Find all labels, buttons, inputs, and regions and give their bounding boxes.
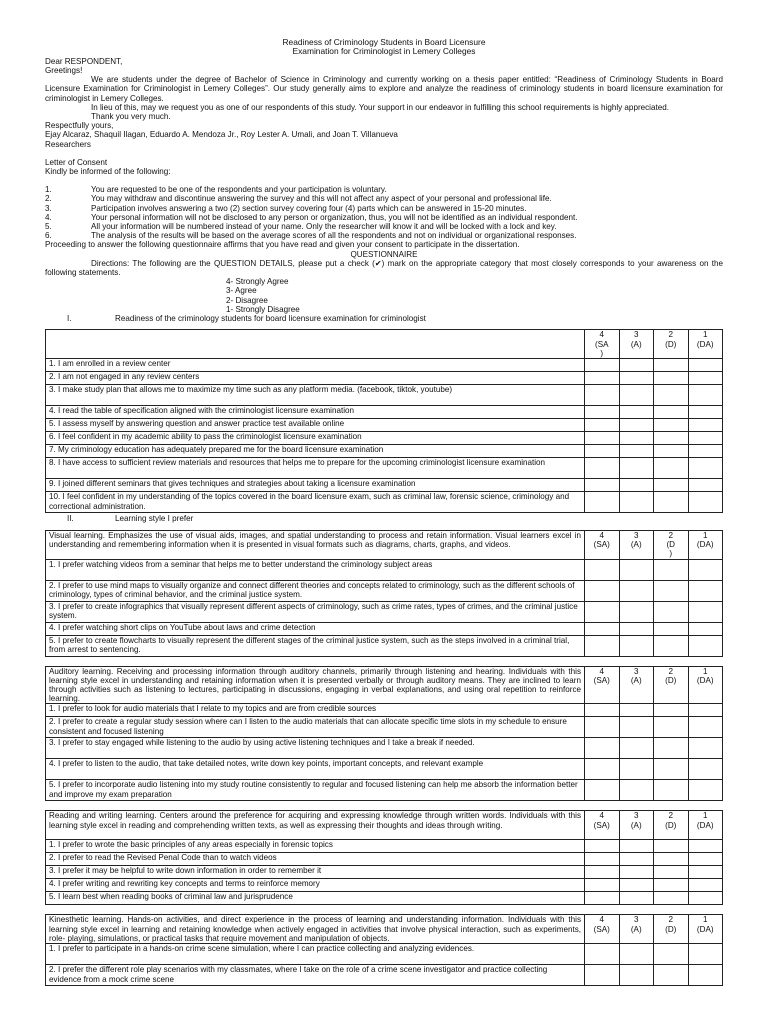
- rating-checkbox-cell[interactable]: [688, 385, 723, 406]
- consent-list: [45, 185, 723, 240]
- statement-cell: 10. I feel confident in my understanding of the topics covered in the board licensure exam, such as criminal law, forensic science, criminology and correctional administration.: [46, 492, 585, 513]
- rating-header: 1 (DA): [688, 330, 723, 359]
- learning-style-tables: [45, 530, 723, 987]
- table-row: [46, 432, 723, 445]
- table-row: [46, 419, 723, 432]
- rating-checkbox-cell[interactable]: [585, 385, 620, 406]
- table-row: [46, 580, 723, 601]
- rating-checkbox-cell[interactable]: [688, 359, 723, 372]
- rating-checkbox-cell[interactable]: [619, 359, 654, 372]
- statement-cell: 1. I prefer to participate in a hands-on crime scene simulation, where I can practice collecting and analyzing evidences.: [46, 944, 585, 965]
- rating-checkbox-cell[interactable]: [585, 892, 620, 905]
- rating-header: 2 (D ): [654, 530, 689, 559]
- consent-item: [45, 213, 723, 222]
- rating-checkbox-cell[interactable]: [688, 406, 723, 419]
- role-line: Researchers: [45, 139, 91, 149]
- scale-legend: [226, 277, 723, 314]
- salutation: Dear RESPONDENT,: [45, 56, 123, 66]
- table-row: [46, 759, 723, 780]
- title-line-2: Examination for Criminologist in Lemery Colleges: [292, 46, 476, 57]
- questionnaire-label: QUESTIONNAIRE: [350, 249, 418, 259]
- consent-item: [45, 222, 723, 231]
- table-row: [46, 635, 723, 656]
- rating-checkbox-cell[interactable]: [654, 385, 689, 406]
- rating-checkbox-cell[interactable]: [688, 840, 723, 853]
- document-title: [45, 38, 723, 57]
- rating-checkbox-cell[interactable]: [654, 892, 689, 905]
- rating-checkbox-cell[interactable]: [619, 965, 654, 986]
- rating-checkbox-cell[interactable]: [619, 406, 654, 419]
- rating-checkbox-cell[interactable]: [585, 635, 620, 656]
- rating-checkbox-cell[interactable]: [585, 492, 620, 513]
- rating-checkbox-cell[interactable]: [654, 879, 689, 892]
- rating-checkbox-cell[interactable]: [619, 780, 654, 801]
- table-row: [46, 840, 723, 853]
- rating-checkbox-cell[interactable]: [654, 359, 689, 372]
- rating-checkbox-cell[interactable]: [585, 372, 620, 385]
- rating-checkbox-cell[interactable]: [688, 445, 723, 458]
- consent-item-number: 3.: [45, 203, 52, 213]
- rating-checkbox-cell[interactable]: [654, 944, 689, 965]
- rating-checkbox-cell[interactable]: [654, 738, 689, 759]
- rating-checkbox-cell[interactable]: [688, 492, 723, 513]
- table-row: [46, 445, 723, 458]
- statement-cell: 2. I prefer the different role play scenarios with my classmates, where I take on the role of a crime scene investigator and practice collecting evidence from a mock crime scene: [46, 965, 585, 986]
- rating-checkbox-cell[interactable]: [619, 738, 654, 759]
- rating-checkbox-cell[interactable]: [585, 359, 620, 372]
- statement-cell: 1. I prefer watching videos from a seminar that helps me to better understand the criminology subject areas: [46, 559, 585, 580]
- rating-header: 3 (A): [619, 530, 654, 559]
- rating-checkbox-cell[interactable]: [585, 944, 620, 965]
- table-row: [46, 780, 723, 801]
- intro-paragraph-2: In lieu of this, may we request you as one of our respondents of this study. Your support in our endeavor in fulfilling this school requirements is highly appreciated.: [91, 102, 669, 112]
- proceed-text: Proceeding to answer the following questionnaire affirms that you have read and given your consent to participate in the dissertation.: [45, 240, 520, 250]
- rating-checkbox-cell[interactable]: [619, 622, 654, 635]
- rating-checkbox-cell[interactable]: [654, 759, 689, 780]
- greeting: Greetings!: [45, 66, 83, 76]
- statement-cell: 3. I prefer to create infographics that visually represent different aspects of criminology, such as crime rates, types of crimes, and the criminal justice system.: [46, 601, 585, 622]
- rating-checkbox-cell[interactable]: [688, 635, 723, 656]
- rating-checkbox-cell[interactable]: [585, 738, 620, 759]
- rating-checkbox-cell[interactable]: [619, 840, 654, 853]
- rating-header: 4 (SA): [585, 530, 620, 559]
- rating-checkbox-cell[interactable]: [585, 866, 620, 879]
- statement-cell: 2. I prefer to read the Revised Penal Code than to watch videos: [46, 853, 585, 866]
- rating-checkbox-cell[interactable]: [654, 853, 689, 866]
- rating-checkbox-cell[interactable]: [585, 445, 620, 458]
- rating-checkbox-cell[interactable]: [585, 780, 620, 801]
- rating-checkbox-cell[interactable]: [619, 635, 654, 656]
- style-description-row: [46, 666, 723, 704]
- rating-checkbox-cell[interactable]: [585, 840, 620, 853]
- rating-checkbox-cell[interactable]: [585, 479, 620, 492]
- rating-header: 4 (SA ): [585, 330, 620, 359]
- rating-checkbox-cell[interactable]: [654, 717, 689, 738]
- rating-header: 2 (D): [654, 811, 689, 840]
- statement-cell: 3. I make study plan that allows me to maximize my time such as any platform media. (facebook, tiktok, youtube): [46, 385, 585, 406]
- statement-cell: 4. I read the table of specification aligned with the criminologist licensure examination: [46, 406, 585, 419]
- table-row: [46, 559, 723, 580]
- rating-checkbox-cell[interactable]: [654, 622, 689, 635]
- statement-cell: 2. I am not engaged in any review centers: [46, 372, 585, 385]
- consent-item: [45, 185, 723, 194]
- consent-item: [45, 204, 723, 213]
- rating-checkbox-cell[interactable]: [688, 759, 723, 780]
- rating-checkbox-cell[interactable]: [688, 879, 723, 892]
- rating-header: 1 (DA): [688, 915, 723, 944]
- rating-header: 1 (DA): [688, 666, 723, 704]
- rating-checkbox-cell[interactable]: [585, 879, 620, 892]
- rating-checkbox-cell[interactable]: [688, 944, 723, 965]
- rating-checkbox-cell[interactable]: [688, 892, 723, 905]
- statement-cell: 1. I prefer to wrote the basic principles of any areas especially in forensic topics: [46, 840, 585, 853]
- statement-cell: 3. I prefer it may be helpful to write down information in order to remember it: [46, 866, 585, 879]
- consent-item-text: You may withdraw and discontinue answering the survey and this will not affect any aspect of your personal and professional life.: [91, 194, 552, 204]
- rating-checkbox-cell[interactable]: [654, 840, 689, 853]
- authors-line: Ejay Alcaraz, Shaquil Ilagan, Eduardo A. Mendoza Jr., Roy Lester A. Umali, and Joan T. Villanueva: [45, 130, 398, 140]
- scale-item: 2- Disagree: [226, 295, 268, 305]
- rating-checkbox-cell[interactable]: [619, 944, 654, 965]
- rating-checkbox-cell[interactable]: [619, 704, 654, 717]
- statement-cell: 4. I prefer watching short clips on YouTube about laws and crime detection: [46, 622, 585, 635]
- table-row: [46, 879, 723, 892]
- rating-checkbox-cell[interactable]: [688, 738, 723, 759]
- scale-item: 4- Strongly Agree: [226, 277, 289, 287]
- rating-checkbox-cell[interactable]: [688, 372, 723, 385]
- rating-checkbox-cell[interactable]: [654, 704, 689, 717]
- rating-checkbox-cell[interactable]: [654, 372, 689, 385]
- table-row: [46, 853, 723, 866]
- consent-item: [45, 194, 723, 203]
- table-row: [46, 704, 723, 717]
- rating-checkbox-cell[interactable]: [585, 601, 620, 622]
- table-row: [46, 601, 723, 622]
- rating-checkbox-cell[interactable]: [654, 780, 689, 801]
- rating-checkbox-cell[interactable]: [585, 759, 620, 780]
- rating-checkbox-cell[interactable]: [585, 406, 620, 419]
- title-line-1: Readiness of Criminology Students in Board Licensure: [282, 37, 486, 47]
- table-row: [46, 372, 723, 385]
- rating-checkbox-cell[interactable]: [585, 704, 620, 717]
- rating-header: 2 (D): [654, 915, 689, 944]
- learning-style-table: [45, 810, 723, 905]
- rating-checkbox-cell[interactable]: [688, 717, 723, 738]
- table-row: [46, 492, 723, 513]
- consent-intro: Kindly be informed of the following:: [45, 167, 171, 177]
- rating-header: 2 (D): [654, 330, 689, 359]
- rating-header: 3 (A): [619, 330, 654, 359]
- rating-header: 4 (SA): [585, 811, 620, 840]
- table-row: [46, 866, 723, 879]
- statement-cell: 1. I am enrolled in a review center: [46, 359, 585, 372]
- thanks-line: Thank you very much.: [91, 112, 171, 122]
- section-2-numeral: II.: [67, 514, 74, 524]
- rating-checkbox-cell[interactable]: [654, 445, 689, 458]
- statement-cell: 5. I prefer to incorporate audio listening into my study routine consistently to regular and focused listening can help me absorb the information better and improve my exam preparation: [46, 780, 585, 801]
- rating-checkbox-cell[interactable]: [654, 601, 689, 622]
- statement-cell: 3. I prefer to stay engaged while listening to the audio by using active listening techniques and I take a break if needed.: [46, 738, 585, 759]
- rating-checkbox-cell[interactable]: [654, 458, 689, 479]
- rating-checkbox-cell[interactable]: [619, 853, 654, 866]
- statement-cell: 4. I prefer writing and rewriting key concepts and terms to reinforce memory: [46, 879, 585, 892]
- consent-item-text: You are requested to be one of the respondents and your participation is voluntary.: [91, 185, 387, 195]
- consent-item-text: Participation involves answering a two (2) section survey covering four (4) parts which can be answered in 15-20 minutes.: [91, 203, 527, 213]
- consent-item-text: All your information will be numbered instead of your name. Only the researcher will know it and will be locked with a lock and key.: [91, 222, 557, 232]
- table-header-row: [46, 330, 723, 359]
- statement-cell: 4. I prefer to listen to the audio, that take detailed notes, write down key points, important concepts, and relevant example: [46, 759, 585, 780]
- statement-cell: 2. I prefer to use mind maps to visually organize and connect different theories and concepts related to criminology, such as the different schools of criminology, types of criminal behavior, and the criminal justice system.: [46, 580, 585, 601]
- rating-checkbox-cell[interactable]: [654, 965, 689, 986]
- rating-checkbox-cell[interactable]: [688, 580, 723, 601]
- rating-checkbox-cell[interactable]: [619, 580, 654, 601]
- rating-header: 2 (D): [654, 666, 689, 704]
- table-row: [46, 717, 723, 738]
- rating-checkbox-cell[interactable]: [654, 479, 689, 492]
- rating-checkbox-cell[interactable]: [585, 853, 620, 866]
- rating-checkbox-cell[interactable]: [688, 622, 723, 635]
- rating-checkbox-cell[interactable]: [585, 717, 620, 738]
- section-1-numeral: I.: [67, 314, 72, 324]
- section-1-title: Readiness of the criminology students for board licensure examination for criminologist: [115, 314, 426, 324]
- table-row: [46, 738, 723, 759]
- directions-text: Directions: The following are the QUESTION DETAILS, please put a check (✔) mark on the appropriate category that most closely corresponds to your awareness on the following statements.: [45, 258, 723, 278]
- section-2-heading: [67, 514, 723, 523]
- rating-checkbox-cell[interactable]: [654, 492, 689, 513]
- table-row: [46, 944, 723, 965]
- rating-checkbox-cell[interactable]: [654, 866, 689, 879]
- rating-checkbox-cell[interactable]: [619, 479, 654, 492]
- statement-cell: 5. I prefer to create flowcharts to visually represent the different stages of the criminal justice system, such as the steps involved in a criminal trial, from arrest to sentencing.: [46, 635, 585, 656]
- learning-style-table: [45, 914, 723, 986]
- rating-checkbox-cell[interactable]: [654, 559, 689, 580]
- rating-checkbox-cell[interactable]: [619, 445, 654, 458]
- rating-checkbox-cell[interactable]: [619, 559, 654, 580]
- style-description-row: [46, 530, 723, 559]
- statement-cell: 9. I joined different seminars that gives techniques and strategies about taking a licensure examination: [46, 479, 585, 492]
- rating-checkbox-cell[interactable]: [619, 759, 654, 780]
- style-description-row: [46, 811, 723, 840]
- rating-checkbox-cell[interactable]: [688, 853, 723, 866]
- consent-item: [45, 231, 723, 240]
- rating-checkbox-cell[interactable]: [654, 580, 689, 601]
- statement-cell: 8. I have access to sufficient review materials and resources that helps me to prepare for the upcoming criminologist licensure examination: [46, 458, 585, 479]
- statement-cell: 7. My criminology education has adequately prepared me for the board licensure examination: [46, 445, 585, 458]
- rating-checkbox-cell[interactable]: [688, 866, 723, 879]
- consent-item-number: 5.: [45, 222, 52, 232]
- rating-checkbox-cell[interactable]: [619, 879, 654, 892]
- consent-item-number: 1.: [45, 185, 52, 195]
- learning-style-table: [45, 530, 723, 657]
- rating-header: 4 (SA): [585, 666, 620, 704]
- scale-item: 3- Agree: [226, 286, 257, 296]
- table-row: [46, 359, 723, 372]
- rating-checkbox-cell[interactable]: [688, 479, 723, 492]
- rating-header: 3 (A): [619, 915, 654, 944]
- consent-item-number: 4.: [45, 212, 52, 222]
- table-row: [46, 479, 723, 492]
- rating-checkbox-cell[interactable]: [688, 965, 723, 986]
- table-row: [46, 965, 723, 986]
- style-description: Reading and writing learning. Centers around the preference for acquiring and expressing knowledge through written words. Individuals with this learning style excel in reading and comprehending written texts, as well as expressing their thoughts and ideas through writing.: [46, 811, 585, 840]
- table-row: [46, 622, 723, 635]
- rating-checkbox-cell[interactable]: [688, 458, 723, 479]
- rating-checkbox-cell[interactable]: [619, 372, 654, 385]
- survey-document: [45, 38, 723, 986]
- table-row: [46, 458, 723, 479]
- table-row: [46, 385, 723, 406]
- rating-checkbox-cell[interactable]: [619, 492, 654, 513]
- rating-checkbox-cell[interactable]: [688, 704, 723, 717]
- consent-item-text: Your personal information will not be disclosed to any person or organization, thus, you will not be identified as an individual respondent.: [91, 212, 578, 222]
- statement-cell: 1. I prefer to look for audio materials that I relate to my topics and are from credible sources: [46, 704, 585, 717]
- consent-item-text: The analysis of the results will be based on the average scores of all the respondents and not on individual or organizational responses.: [91, 231, 577, 241]
- rating-header: 3 (A): [619, 811, 654, 840]
- table-row: [46, 406, 723, 419]
- rating-checkbox-cell[interactable]: [688, 432, 723, 445]
- rating-checkbox-cell[interactable]: [585, 622, 620, 635]
- rating-checkbox-cell[interactable]: [585, 559, 620, 580]
- readiness-table: [45, 329, 723, 513]
- rating-checkbox-cell[interactable]: [619, 419, 654, 432]
- rating-checkbox-cell[interactable]: [619, 601, 654, 622]
- rating-checkbox-cell[interactable]: [585, 965, 620, 986]
- rating-checkbox-cell[interactable]: [654, 432, 689, 445]
- closing-line: Respectfully yours,: [45, 121, 114, 131]
- rating-checkbox-cell[interactable]: [619, 717, 654, 738]
- rating-header: 1 (DA): [688, 811, 723, 840]
- rating-checkbox-cell[interactable]: [619, 432, 654, 445]
- blank-header-cell: [46, 330, 585, 359]
- statement-cell: 2. I prefer to create a regular study session where can I listen to the audio materials that can allocate specific time slots in my schedule to ensure consistent and focused listening: [46, 717, 585, 738]
- rating-checkbox-cell[interactable]: [654, 406, 689, 419]
- rating-checkbox-cell[interactable]: [688, 419, 723, 432]
- rating-header: 4 (SA): [585, 915, 620, 944]
- statement-cell: 5. I assess myself by answering question and answer practice test available online: [46, 419, 585, 432]
- rating-checkbox-cell[interactable]: [619, 458, 654, 479]
- rating-header: 3 (A): [619, 666, 654, 704]
- rating-checkbox-cell[interactable]: [585, 432, 620, 445]
- rating-checkbox-cell[interactable]: [585, 458, 620, 479]
- statement-cell: 6. I feel confident in my academic ability to pass the criminologist licensure examination: [46, 432, 585, 445]
- style-description: Visual learning. Emphasizes the use of visual aids, images, and spatial understanding to process and retain information. Visual learners excel in understanding and remembering information when it is presented in visual formats such as diagrams, charts, graphs, and videos.: [46, 530, 585, 559]
- style-description: Auditory learning. Receiving and processing information through auditory channels, primarily through listening and hearing. Individuals with this learning style excel in understanding and retaining information when it is presented verbally or through auditory means. They are inclined to learn through activities such as listening to lectures, participating in discussions, engaging in verbal explanations, and using oral repetition to reinforce learning.: [46, 666, 585, 704]
- consent-title: Letter of Consent: [45, 157, 108, 167]
- rating-checkbox-cell[interactable]: [619, 385, 654, 406]
- consent-item-number: 6.: [45, 231, 52, 241]
- rating-checkbox-cell[interactable]: [688, 780, 723, 801]
- rating-checkbox-cell[interactable]: [619, 892, 654, 905]
- style-description: Kinesthetic learning. Hands-on activities, and direct experience in the process of learning and understanding information. Individuals with this learning style excel in learning and retaining knowledge when actively engaged in activities that involve physical interaction, such as experiments, role- playing, simulations, or practical tasks that require movement and manipulation of objects.: [46, 915, 585, 944]
- table-row: [46, 892, 723, 905]
- consent-item-number: 2.: [45, 194, 52, 204]
- statement-cell: 5. I learn best when reading books of criminal law and jurisprudence: [46, 892, 585, 905]
- rating-header: 1 (DA): [688, 530, 723, 559]
- scale-item: 1- Strongly Disagree: [226, 304, 300, 314]
- rating-checkbox-cell[interactable]: [585, 580, 620, 601]
- rating-checkbox-cell[interactable]: [585, 419, 620, 432]
- rating-checkbox-cell[interactable]: [654, 635, 689, 656]
- intro-paragraph-1: We are students under the degree of Bachelor of Science in Criminology and currently working on a thesis paper entitled: “Readiness of Criminology Students in Board Licensure Examination for Criminologist in Lemery Colleges”. Our study generally aims to explore and analyze the readiness of criminology students in board licensure examination for criminologist in Lemery Colleges.: [45, 75, 723, 103]
- rating-checkbox-cell[interactable]: [619, 866, 654, 879]
- section-1-heading: [67, 314, 723, 323]
- section-2-title: Learning style I prefer: [115, 514, 194, 524]
- style-description-row: [46, 915, 723, 944]
- rating-checkbox-cell[interactable]: [688, 559, 723, 580]
- rating-checkbox-cell[interactable]: [688, 601, 723, 622]
- learning-style-table: [45, 666, 723, 802]
- rating-checkbox-cell[interactable]: [654, 419, 689, 432]
